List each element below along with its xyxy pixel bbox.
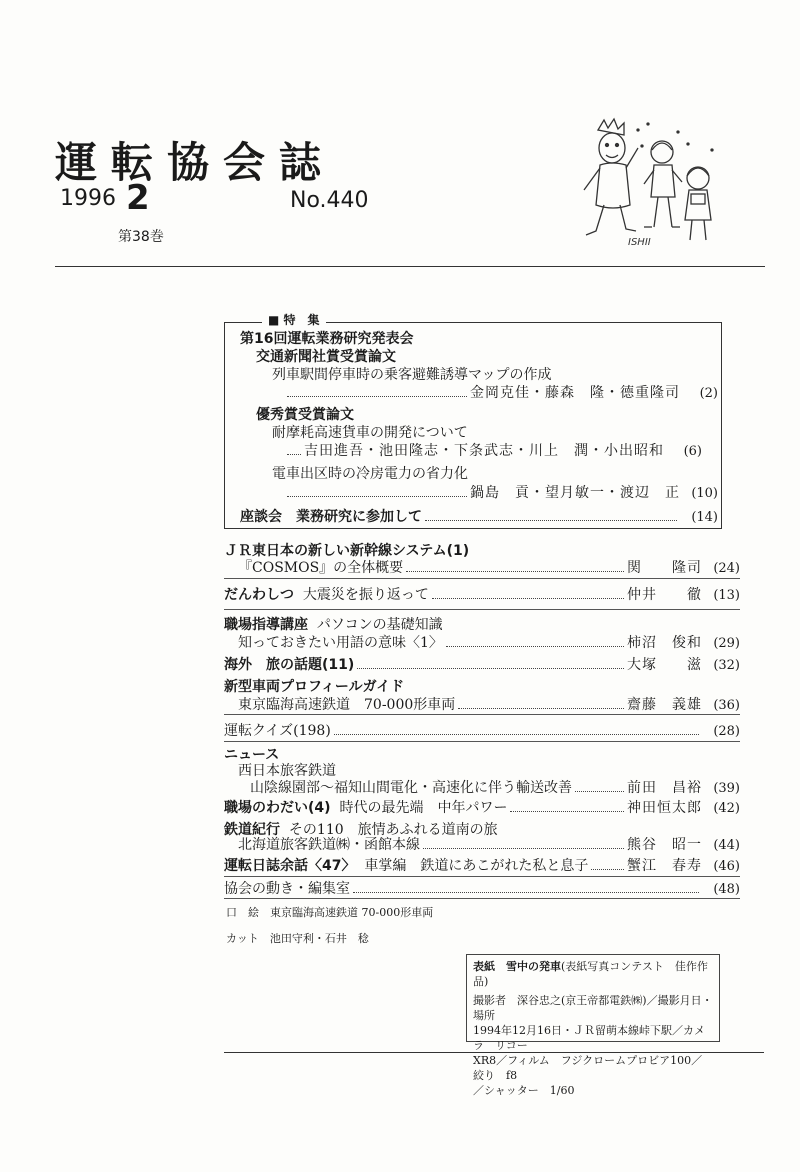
divider xyxy=(224,714,740,715)
page-number: (29) xyxy=(713,636,740,651)
column-title: 運転日誌余話〈47〉 xyxy=(224,858,356,874)
footer-divider xyxy=(224,1052,764,1053)
volume-number: 第38巻 xyxy=(118,229,164,245)
toc-entry-line[interactable] xyxy=(224,614,724,634)
toc-entry-line[interactable] xyxy=(224,584,740,604)
divider xyxy=(224,898,740,899)
toc-entry-line[interactable] xyxy=(250,777,740,797)
frontispiece-credit: 口 絵 東京臨海高速鉄道 70-000形車両 xyxy=(226,906,434,919)
issue-year: 1996 xyxy=(60,186,116,211)
article-author: 前田 昌裕 xyxy=(627,780,702,796)
page-number: (10) xyxy=(691,486,718,501)
article-subtitle: 北海道旅客鉄道㈱・函館本線 xyxy=(238,837,420,853)
article-subtitle: 車掌編 鉄道にあこがれた私と息子 xyxy=(364,858,589,874)
section-heading: 優秀賞受賞論文 xyxy=(256,407,354,423)
article-author: 関 隆司 xyxy=(627,560,702,576)
column-title: 職場のわだい(4) xyxy=(224,800,331,816)
toc-entry-line[interactable] xyxy=(238,834,740,854)
page-number: (46) xyxy=(713,859,740,874)
toc-entry-line[interactable] xyxy=(224,855,740,875)
article-subtitle: 時代の最先端 中年パワー xyxy=(339,800,508,816)
cover-line: ／シャッター 1/60 xyxy=(473,1084,575,1097)
column-title[interactable]: ニュース xyxy=(224,747,280,763)
page-number: (28) xyxy=(713,724,740,739)
column-title: だんわしつ xyxy=(224,587,294,603)
cover-credit-box xyxy=(466,954,720,1097)
illustration-signature: ISHII xyxy=(628,237,651,248)
divider xyxy=(224,578,740,579)
column-title: 運転クイズ(198) xyxy=(224,723,331,739)
feature-label: ■ 特 集 xyxy=(262,311,326,328)
page-number: (44) xyxy=(713,838,740,853)
toc-entry-line[interactable] xyxy=(224,797,740,817)
page-number: (2) xyxy=(699,386,718,401)
cover-heading: 表紙 雪中の発車 xyxy=(473,960,561,973)
page-number: (24) xyxy=(713,561,740,576)
article-author: 神田恒太郎 xyxy=(627,800,702,816)
article-subtitle[interactable]: 西日本旅客鉄道 xyxy=(238,763,336,779)
article-subtitle: 『COSMOS』の全体概要 xyxy=(238,560,404,576)
article-authors: 鍋島 貢・望月敏一・渡辺 正 xyxy=(470,485,680,501)
article-subtitle: 知っておきたい用語の意味〈1〉 xyxy=(238,635,443,651)
toc-entry-line[interactable] xyxy=(284,482,718,502)
article-subtitle: その110 旅情あふれる道南の旅 xyxy=(288,822,498,838)
page-number: (6) xyxy=(683,444,702,459)
divider xyxy=(224,609,740,610)
cover-illustration xyxy=(578,110,728,250)
feature-heading: 第16回運転業務研究発表会 xyxy=(240,331,414,347)
article-author: 柿沼 俊和 xyxy=(627,635,702,651)
article-title[interactable]: 電車出区時の冷房電力の省力化 xyxy=(272,466,468,482)
section-heading: 交通新聞社賞受賞論文 xyxy=(256,349,396,365)
column-title: 協会の動き・編集室 xyxy=(224,881,350,897)
issue-number: No.440 xyxy=(290,188,369,213)
article-subtitle: パソコンの基礎知識 xyxy=(316,617,443,633)
article-title[interactable]: 列車駅間停車時の乗客避難誘導マップの作成 xyxy=(272,367,552,383)
page-number: (14) xyxy=(691,510,718,525)
article-author: 齋藤 義雄 xyxy=(627,697,702,713)
magazine-title: 運転協会誌 xyxy=(55,138,336,187)
toc-entry-line[interactable] xyxy=(238,632,740,652)
cut-credit: カット 池田守利・石井 稔 xyxy=(226,932,369,945)
article-title[interactable]: ＪＲ東日本の新しい新幹線システム(1) xyxy=(224,543,470,559)
article-author: 蟹江 春寿 xyxy=(627,858,702,874)
article-authors: 金岡克佳・藤森 隆・德重隆司 xyxy=(470,385,680,401)
column-title: 職場指導講座 xyxy=(224,617,308,633)
page-number: (36) xyxy=(713,698,740,713)
page-number: (48) xyxy=(713,882,740,897)
column-title: 海外 旅の話題(11) xyxy=(224,657,355,673)
page-number: (39) xyxy=(713,781,740,796)
page-number: (42) xyxy=(713,801,740,816)
article-title[interactable]: 耐摩耗高速貨車の開発について xyxy=(272,425,468,441)
cover-line: XR8／フィルム フジクロームプロビア100／絞り f8 xyxy=(473,1054,703,1082)
article-author: 大塚 滋 xyxy=(627,657,702,673)
article-subtitle: 大震災を振り返って xyxy=(302,587,429,603)
article-subtitle: 東京臨海高速鉄道 70-000形車両 xyxy=(238,697,456,713)
header-divider xyxy=(55,266,765,267)
toc-entry-line[interactable] xyxy=(284,382,718,402)
cover-line: 撮影者 深谷忠之(京王帝都電鉄㈱)／撮影月日・場所 xyxy=(473,994,713,1022)
toc-entry-line[interactable] xyxy=(238,694,740,714)
toc-entry-line[interactable] xyxy=(238,557,740,577)
article-author: 仲井 徹 xyxy=(627,587,702,603)
cover-line: 1994年12月16日・ＪＲ留萌本線峠下駅／カメラ リコー xyxy=(473,1024,705,1052)
cover-heading-note: (表紙写真コンテスト 佳作作品) xyxy=(473,960,708,988)
toc-entry-line[interactable] xyxy=(240,506,718,526)
column-title[interactable]: 新型車両プロフィールガイド xyxy=(224,679,405,695)
page-number: (32) xyxy=(713,658,740,673)
divider xyxy=(224,741,740,742)
page-number: (13) xyxy=(713,588,740,603)
toc-entry-line[interactable] xyxy=(224,720,740,740)
article-authors: 吉田進吾・池田隆志・下条武志・川上 潤・小出昭和 xyxy=(304,443,664,459)
divider xyxy=(224,876,740,877)
toc-entry-line[interactable] xyxy=(284,440,718,460)
column-title: 鉄道紀行 xyxy=(224,822,280,838)
article-subtitle: 山陰線園部～福知山間電化・高速化に伴う輸送改善 xyxy=(250,780,572,796)
roundtable-title: 座談会 業務研究に参加して xyxy=(240,509,422,525)
toc-entry-line[interactable] xyxy=(224,878,740,898)
issue-month: 2 xyxy=(126,178,150,218)
toc-entry-line[interactable] xyxy=(224,654,740,674)
article-author: 熊谷 昭一 xyxy=(627,837,702,853)
